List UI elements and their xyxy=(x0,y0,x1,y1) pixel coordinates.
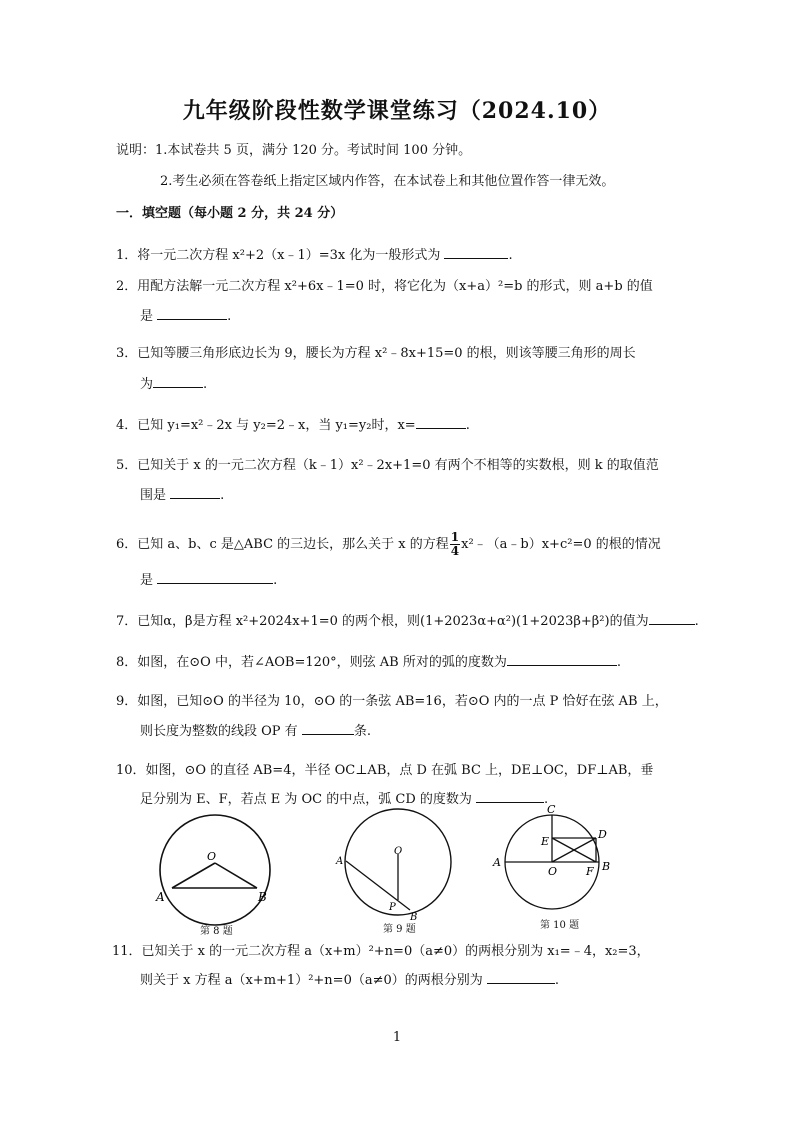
question-2-line-2 xyxy=(140,305,231,327)
question-2-text-2: 是 xyxy=(140,309,154,324)
question-6-text-post: x²﹣（a﹣b）x+c²=0 的根的情况 xyxy=(461,537,661,552)
question-10-end: . xyxy=(544,792,549,807)
question-6-text-2: 是 xyxy=(140,573,154,588)
figure-9 xyxy=(332,806,462,924)
question-4-end: . xyxy=(465,418,470,433)
figure-10-label-b: B xyxy=(602,860,611,873)
instruction-line-1: 说明：1.本试卷共 5 页，满分 120 分。考试时间 100 分钟。 xyxy=(116,143,472,158)
answer-blank-3 xyxy=(153,373,203,388)
answer-blank-4 xyxy=(416,414,466,429)
question-9-text-2: 则长度为整数的线段 OP 有 xyxy=(140,724,298,739)
answer-blank-5 xyxy=(170,484,220,499)
page-title: 九年级阶段性数学课堂练习（2024.10） xyxy=(182,98,612,124)
figure-8-radius-ob xyxy=(215,863,257,888)
question-7-end: . xyxy=(694,614,699,629)
question-3-line-1: 3．已知等腰三角形底边长为 9，腰长为方程 x²﹣8x+15=0 的根，则该等腰三角形的周长 xyxy=(116,346,636,361)
figure-10-label-o: O xyxy=(548,865,558,878)
question-11-line-2 xyxy=(140,969,559,991)
question-7 xyxy=(116,610,699,632)
figure-10-label-d: D xyxy=(598,828,607,841)
answer-blank-6 xyxy=(157,569,273,584)
question-5-line-2 xyxy=(140,484,224,506)
figure-9-label-a: A xyxy=(336,856,344,867)
question-6-text-pre: 6．已知 a、b、c 是△ABC 的三边长，那么关于 x 的方程 xyxy=(116,537,449,552)
answer-blank-2 xyxy=(157,305,227,320)
figure-10-caption: 第 10 题 xyxy=(540,920,580,931)
question-5-end: . xyxy=(220,488,225,503)
figure-10-label-f: F xyxy=(586,865,594,878)
question-7-text: 7．已知α，β是方程 x²+2024x+1=0 的两个根，则(1+2023α+α²)(1+2023β+β²)的值为 xyxy=(116,614,649,629)
figure-8-label-a: A xyxy=(156,890,165,904)
figure-8-label-b: B xyxy=(258,890,267,904)
question-9-line-2 xyxy=(140,720,371,742)
page-number: 1 xyxy=(392,1030,402,1045)
question-11-end: . xyxy=(554,973,560,988)
fraction-one-quarter xyxy=(450,531,460,558)
question-9-text-3: 条. xyxy=(353,724,371,739)
question-5-text-2: 围是 xyxy=(140,488,167,503)
question-8 xyxy=(116,651,621,673)
question-11-text-2: 则关于 x 方程 a（x+m+1）²+n=0（a≠0）的两根分别为 xyxy=(140,973,483,988)
figure-8 xyxy=(150,808,280,938)
question-3-line-2 xyxy=(140,373,207,395)
question-3-text-2: 为 xyxy=(140,377,154,392)
question-1 xyxy=(116,244,513,266)
question-8-end: . xyxy=(616,655,621,670)
answer-blank-11 xyxy=(487,969,555,984)
figure-9-label-o: O xyxy=(394,846,403,857)
figure-8-caption: 第 8 题 xyxy=(200,926,233,937)
figure-10 xyxy=(486,800,616,918)
fraction-denominator: 4 xyxy=(450,544,460,558)
answer-blank-8 xyxy=(507,651,617,666)
question-2-end: . xyxy=(227,309,232,324)
question-10-text-2: 足分别为 E、F，若点 E 为 OC 的中点，弧 CD 的度数为 xyxy=(140,792,472,807)
question-8-text: 8．如图，在⊙O 中，若∠AOB=120°，则弦 AB 所对的弧的度数为 xyxy=(116,655,507,670)
question-11-line-1: 11．已知关于 x 的一元二次方程 a（x+m）²+n=0（a≠0）的两根分别为 x₁=﹣4，x₂=3， xyxy=(112,944,650,959)
figure-9-label-p: P xyxy=(389,902,396,913)
figure-9-chord-ab xyxy=(346,861,410,910)
instruction-line-2: 2.考生必须在答卷纸上指定区域内作答，在本试卷上和其他位置作答一律无效。 xyxy=(160,174,615,189)
question-6-line-2 xyxy=(140,569,277,591)
question-9-line-1: 9．如图，已知⊙O 的半径为 10，⊙O 的一条弦 AB=16，若⊙O 内的一点 P 恰好在弦 AB 上， xyxy=(116,694,668,709)
question-6-line-1 xyxy=(116,531,661,558)
question-5-line-1: 5．已知关于 x 的一元二次方程（k﹣1）x²﹣2x+1=0 有两个不相等的实数根，则 k 的取值范 xyxy=(116,458,659,473)
figure-10-label-e: E xyxy=(541,835,550,848)
question-3-end: . xyxy=(203,377,208,392)
figure-9-label-b: B xyxy=(410,912,418,923)
answer-blank-1 xyxy=(444,244,508,259)
figure-8-label-o: O xyxy=(207,850,217,863)
question-6-end: . xyxy=(273,573,278,588)
figure-9-caption: 第 9 题 xyxy=(383,924,416,935)
question-10-line-1: 10．如图，⊙O 的直径 AB=4，半径 OC⊥AB，点 D 在弧 BC 上，DE⊥OC，DF⊥AB，垂 xyxy=(116,763,654,778)
answer-blank-7 xyxy=(649,610,695,625)
question-1-end: . xyxy=(508,248,513,263)
figure-10-label-a: A xyxy=(493,856,501,869)
answer-blank-9 xyxy=(302,720,354,735)
section-heading-fill-blank: 一．填空题（每小题 2 分，共 24 分） xyxy=(116,206,344,221)
fraction-numerator: 1 xyxy=(450,530,460,544)
figure-8-circle xyxy=(160,815,270,925)
question-1-text: 1．将一元二次方程 x²+2（x﹣1）=3x 化为一般形式为 xyxy=(116,248,441,263)
question-4-text: 4．已知 y₁=x²﹣2x 与 y₂=2﹣x，当 y₁=y₂时，x= xyxy=(116,418,416,433)
figure-10-label-c: C xyxy=(547,803,556,816)
figure-8-radius-oa xyxy=(172,863,215,888)
question-2-line-1: 2．用配方法解一元二次方程 x²+6x﹣1=0 时，将它化为（x+a）²=b 的形式，则 a+b 的值 xyxy=(116,279,653,294)
question-4 xyxy=(116,414,470,436)
